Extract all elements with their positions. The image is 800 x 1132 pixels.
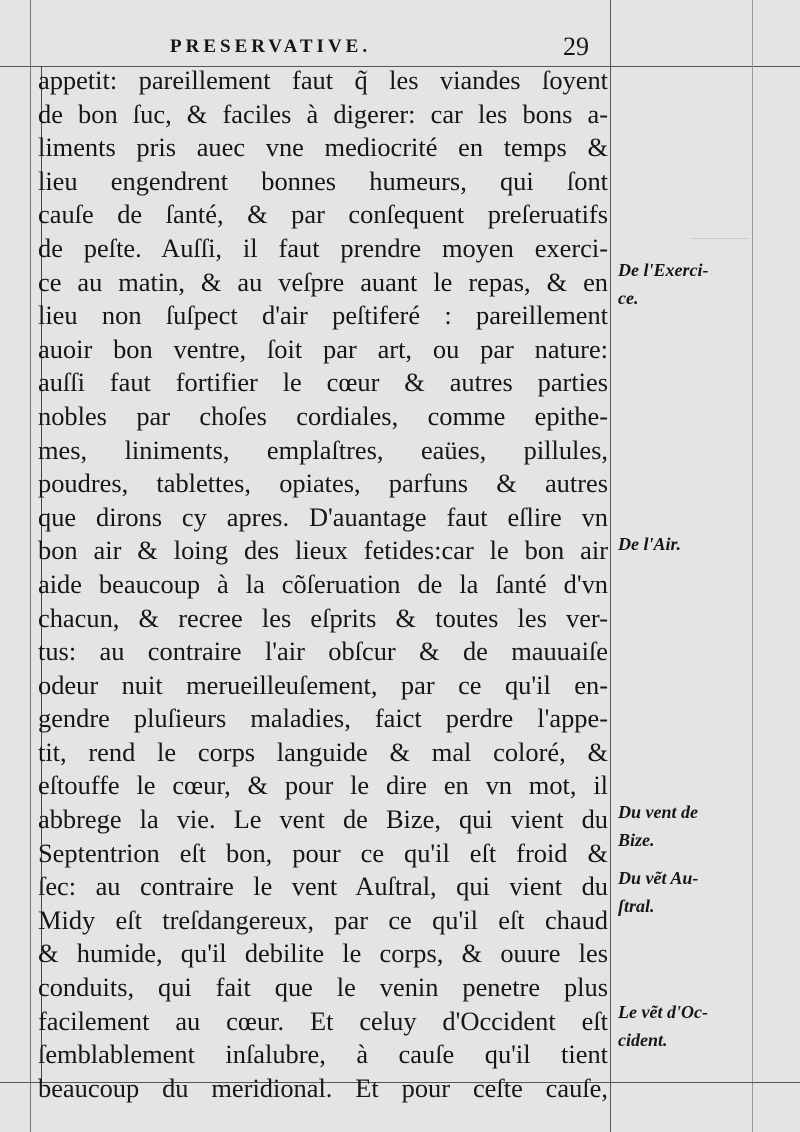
page-number: 29 <box>563 32 589 61</box>
margin-note-line: Du vẽt Au- <box>618 868 699 888</box>
text-line: tit, rend le corps languide & mal coloré, & <box>38 736 608 767</box>
text-line: Midy eſt treſdangereux, par ce qu'il eſt chaud <box>38 904 608 935</box>
text-line: cauſe de ſanté, & par conſequent preſeruatifs <box>38 199 608 230</box>
text-line: de peſte. Auſſi, il faut prendre moyen exerci- <box>38 232 608 263</box>
margin-note-line: cident. <box>618 1030 668 1050</box>
text-line: lieu non ſuſpect d'air peſtiferé : pareillement <box>38 300 608 331</box>
margin-note-air <box>618 530 768 558</box>
text-line: bon air & loing des lieux fetides:car le bon air <box>38 535 608 566</box>
text-line: appetit: pareillement faut q̃ les viandes ſoyent <box>38 65 608 95</box>
text-line: conduits, qui fait que le venin penetre plus <box>38 972 608 1003</box>
text-line: abbrege la vie. Le vent de Bize, qui vient du <box>38 804 608 835</box>
body-text <box>38 64 608 1105</box>
text-line: odeur nuit merueilleuſement, par ce qu'il en- <box>38 669 608 700</box>
margin-note-line: Du vent de <box>618 802 698 822</box>
margin-note-line: Bize. <box>618 830 655 850</box>
margin-note-line: ſtral. <box>618 896 655 916</box>
text-line: eſtouffe le cœur, & pour le dire en vn mot, il <box>38 770 608 801</box>
text-line: Septentrion eſt bon, pour ce qu'il eſt froid & <box>38 837 608 868</box>
margin-note-line: Le vẽt d'Oc- <box>618 1002 708 1022</box>
text-line: mes, liniments, emplaſtres, eaües, pillules, <box>38 434 608 465</box>
text-line: que dirons cy apres. D'auantage faut eſlire vn <box>38 501 608 532</box>
text-line: auoir bon ventre, ſoit par art, ou par nature: <box>38 333 608 364</box>
margin-note-bize <box>618 798 768 854</box>
text-line: facilement au cœur. Et celuy d'Occident eſt <box>38 1005 608 1036</box>
margin-note-austral <box>618 864 768 920</box>
text-line: auſſi faut fortifier le cœur & autres parties <box>38 367 608 398</box>
text-line: lieu engendrent bonnes humeurs, qui ſont <box>38 165 608 196</box>
text-line: liments pris auec vne mediocrité en temps & <box>38 132 608 163</box>
text-line: & humide, qu'il debilite le corps, & ouure les <box>38 938 608 969</box>
margin-rule <box>752 0 753 1132</box>
text-line: ce au matin, & au veſpre auant le repas, & en <box>38 266 608 297</box>
running-header: PRESERVATIVE. <box>170 36 372 57</box>
margin-note-exercice <box>618 256 768 312</box>
text-line: poudres, tablettes, opiates, parfuns & autres <box>38 468 608 499</box>
text-line: beaucoup du meridional. Et pour ceſte cauſe, <box>38 1072 608 1103</box>
margin-note-line: De l'Air. <box>618 534 682 554</box>
text-line: ſemblablement inſalubre, à cauſe qu'il tient <box>38 1039 608 1070</box>
margin-note-line: ce. <box>618 288 639 308</box>
margin-note-line: De l'Exerci- <box>618 260 709 280</box>
margin-note-occident <box>618 998 768 1054</box>
text-line: de bon ſuc, & faciles à digerer: car les bons a- <box>38 98 608 129</box>
text-line: ſec: au contraire le vent Auſtral, qui vient du <box>38 871 608 902</box>
text-line: chacun, & recree les eſprits & toutes les ver- <box>38 602 608 633</box>
left-rule <box>30 0 31 1132</box>
text-line: gendre pluſieurs maladies, faict perdre l'appe- <box>38 703 608 734</box>
text-line: nobles par choſes cordiales, comme epithe- <box>38 400 608 431</box>
text-line: aide beaucoup à la cõſeruation de la ſanté d'vn <box>38 568 608 599</box>
text-line: tus: au contraire l'air obſcur & de mauuaiſe <box>38 636 608 667</box>
body-right-rule <box>610 0 611 1132</box>
